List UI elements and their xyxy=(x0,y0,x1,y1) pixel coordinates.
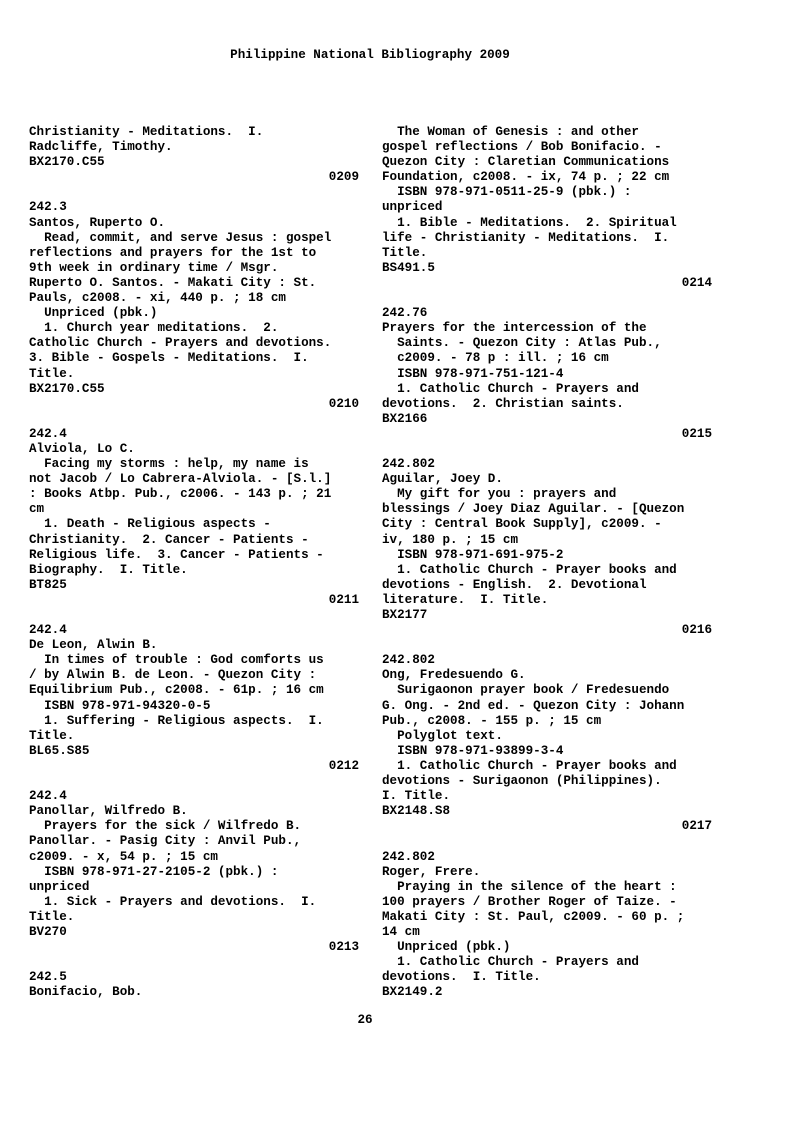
entry-line: devotions. 2. Christian saints. xyxy=(382,396,624,411)
entry-line: devotions - English. 2. Devotional xyxy=(382,577,647,592)
entry-line: 242.4 xyxy=(29,623,67,638)
entry-line: iv, 180 p. ; 15 cm xyxy=(382,532,519,547)
entry-line: unpriced xyxy=(382,200,443,215)
entry-line: BX2170.C55 xyxy=(29,381,105,396)
entry-line: devotions. I. Title. xyxy=(382,970,541,985)
entry-number: 0212 xyxy=(328,758,359,773)
entry-line: Title. xyxy=(29,909,75,924)
entry-line: reflections and prayers for the 1st to xyxy=(29,245,317,260)
entry-line: ISBN 978-971-27-2105-2 (pbk.) : xyxy=(29,864,279,879)
entry-line: 14 cm xyxy=(382,924,420,939)
entry-line: Facing my storms : help, my name is xyxy=(29,457,309,472)
entry-line: Christianity. 2. Cancer - Patients - xyxy=(29,532,309,547)
entry-line: BX2166 xyxy=(382,411,428,426)
entry-line: Read, commit, and serve Jesus : gospel xyxy=(29,230,332,245)
entry-line: Ong, Fredesuendo G. xyxy=(382,668,526,683)
entry-line: Radcliffe, Timothy. xyxy=(29,140,173,155)
entry-line: ISBN 978-971-93899-3-4 xyxy=(382,743,564,758)
entry-line: / by Alwin B. de Leon. - Quezon City : xyxy=(29,668,317,683)
entry-line: BV270 xyxy=(29,924,67,939)
entry-line: Pub., c2008. - 155 p. ; 15 cm xyxy=(382,713,602,728)
entry-line: BS491.5 xyxy=(382,260,435,275)
entry-line: life - Christianity - Meditations. I. xyxy=(382,230,670,245)
left-column xyxy=(29,125,359,1000)
page-number: 26 xyxy=(357,1013,373,1027)
right-column xyxy=(382,125,712,1000)
entry-line: 242.76 xyxy=(382,306,428,321)
entry-line: Roger, Frere. xyxy=(382,864,481,879)
entry-line: c2009. - x, 54 p. ; 15 cm xyxy=(29,849,218,864)
entry-line: 242.3 xyxy=(29,200,67,215)
entry-line: Pauls, c2008. - xi, 440 p. ; 18 cm xyxy=(29,291,286,306)
entry-line: 242.802 xyxy=(382,457,435,472)
entry-line: Saints. - Quezon City : Atlas Pub., xyxy=(382,336,662,351)
entry-line: Quezon City : Claretian Communications xyxy=(382,155,670,170)
entry-line: 1. Death - Religious aspects - xyxy=(29,517,271,532)
entry-number: 0216 xyxy=(681,623,712,638)
blank-line xyxy=(29,185,359,200)
entry-line: The Woman of Genesis : and other xyxy=(382,125,639,139)
entry-line: In times of trouble : God comforts us xyxy=(29,653,324,668)
entry-line: Religious life. 3. Cancer - Patients - xyxy=(29,547,324,562)
blank-line xyxy=(29,955,359,970)
blank-line xyxy=(382,834,712,849)
entry-line: Aguilar, Joey D. xyxy=(382,472,503,487)
entry-line: My gift for you : prayers and xyxy=(382,487,617,502)
entry-line: Makati City : St. Paul, c2009. - 60 p. ; xyxy=(382,909,685,924)
entry-line: c2009. - 78 p : ill. ; 16 cm xyxy=(382,351,609,366)
entry-line: 1. Catholic Church - Prayer books and xyxy=(382,758,677,773)
entry-line: gospel reflections / Bob Bonifacio. - xyxy=(382,140,662,155)
entry-line: ISBN 978-971-751-121-4 xyxy=(382,366,564,381)
entry-line: 242.802 xyxy=(382,849,435,864)
entry-line: Christianity - Meditations. I. xyxy=(29,125,264,139)
entry-line: unpriced xyxy=(29,879,90,894)
entry-line: BX2170.C55 xyxy=(29,155,105,170)
entry-line: Praying in the silence of the heart : xyxy=(382,879,677,894)
entry-line: BX2177 xyxy=(382,608,428,622)
entry-line: 242.4 xyxy=(29,426,67,441)
entry-line: 100 prayers / Brother Roger of Taize. - xyxy=(382,894,677,909)
entry-line: ISBN 978-971-94320-0-5 xyxy=(29,698,211,713)
entry-line: I. Title. xyxy=(382,789,451,804)
entry-line: Title. xyxy=(29,366,75,381)
entry-number: 0214 xyxy=(681,275,712,290)
entry-line: G. Ong. - 2nd ed. - Quezon City : Johann xyxy=(382,698,685,713)
blank-line xyxy=(382,442,712,457)
entry-line: 1. Catholic Church - Prayers and xyxy=(382,381,639,396)
entry-line: blessings / Joey Diaz Aguilar. - [Quezon xyxy=(382,502,685,517)
blank-line xyxy=(29,608,359,623)
entry-line: 1. Catholic Church - Prayers and xyxy=(382,955,639,970)
entry-line: BX2148.S8 xyxy=(382,804,451,819)
entry-line: not Jacob / Lo Cabrera-Alviola. - [S.l.] xyxy=(29,472,332,487)
entry-number: 0211 xyxy=(328,592,359,607)
entry-line: De Leon, Alwin B. xyxy=(29,638,158,653)
entry-line: 9th week in ordinary time / Msgr. xyxy=(29,260,279,275)
entry-line: 1. Bible - Meditations. 2. Spiritual xyxy=(382,215,677,230)
entry-line: Foundation, c2008. - ix, 74 p. ; 22 cm xyxy=(382,170,670,185)
entry-number: 0217 xyxy=(681,819,712,834)
entry-line: Alviola, Lo C. xyxy=(29,441,135,456)
entry-number: 0210 xyxy=(328,396,359,411)
entry-line: BX2149.2 xyxy=(382,985,443,1000)
entry-line: Biography. I. Title. xyxy=(29,562,188,577)
entry-line: BT825 xyxy=(29,577,67,592)
entry-line: Santos, Ruperto O. xyxy=(29,215,166,230)
entry-line: 3. Bible - Gospels - Meditations. I. xyxy=(29,351,309,366)
entry-line: 1. Church year meditations. 2. xyxy=(29,321,279,336)
entry-number: 0213 xyxy=(328,940,359,955)
entry-line: Title. xyxy=(382,245,428,260)
entry-line: Catholic Church - Prayers and devotions. xyxy=(29,336,332,351)
entry-number: 0215 xyxy=(681,426,712,441)
entry-line: cm xyxy=(29,502,45,517)
entry-line: BL65.S85 xyxy=(29,743,90,758)
entry-line: Panollar, Wilfredo B. xyxy=(29,804,188,819)
entry-line: Equilibrium Pub., c2008. - 61p. ; 16 cm xyxy=(29,683,324,698)
entry-line: Surigaonon prayer book / Fredesuendo xyxy=(382,683,670,698)
entry-line: Panollar. - Pasig City : Anvil Pub., xyxy=(29,834,302,849)
entry-line: Ruperto O. Santos. - Makati City : St. xyxy=(29,275,317,290)
entry-line: 242.5 xyxy=(29,970,67,985)
entry-line: devotions - Surigaonon (Philippines). xyxy=(382,774,662,789)
entry-line: Polyglot text. xyxy=(382,728,503,743)
entry-line: Bonifacio, Bob. xyxy=(29,985,143,1000)
entry-line: City : Central Book Supply], c2009. - xyxy=(382,517,662,532)
blank-line xyxy=(29,412,359,427)
entry-line: Prayers for the intercession of the xyxy=(382,321,647,336)
entry-line: 242.802 xyxy=(382,653,435,668)
entry-line: 1. Catholic Church - Prayer books and xyxy=(382,562,677,577)
entry-line: Unpriced (pbk.) xyxy=(29,306,158,321)
entry-line: Prayers for the sick / Wilfredo B. xyxy=(29,819,302,834)
entry-line: Unpriced (pbk.) xyxy=(382,940,511,955)
entry-line: ISBN 978-971-691-975-2 xyxy=(382,547,564,562)
entry-line: 1. Sick - Prayers and devotions. I. xyxy=(29,894,317,909)
entry-line: 1. Suffering - Religious aspects. I. xyxy=(29,713,324,728)
blank-line xyxy=(382,291,712,306)
entry-line: 242.4 xyxy=(29,789,67,804)
entry-line: ISBN 978-971-0511-25-9 (pbk.) : xyxy=(382,185,632,200)
entry-line: : Books Atbp. Pub., c2006. - 143 p. ; 21 xyxy=(29,487,332,502)
entry-number: 0209 xyxy=(328,170,359,185)
entry-line: literature. I. Title. xyxy=(382,592,549,607)
page-title: Philippine National Bibliography 2009 xyxy=(230,48,510,62)
blank-line xyxy=(29,774,359,789)
entry-line: Title. xyxy=(29,728,75,743)
blank-line xyxy=(382,638,712,653)
